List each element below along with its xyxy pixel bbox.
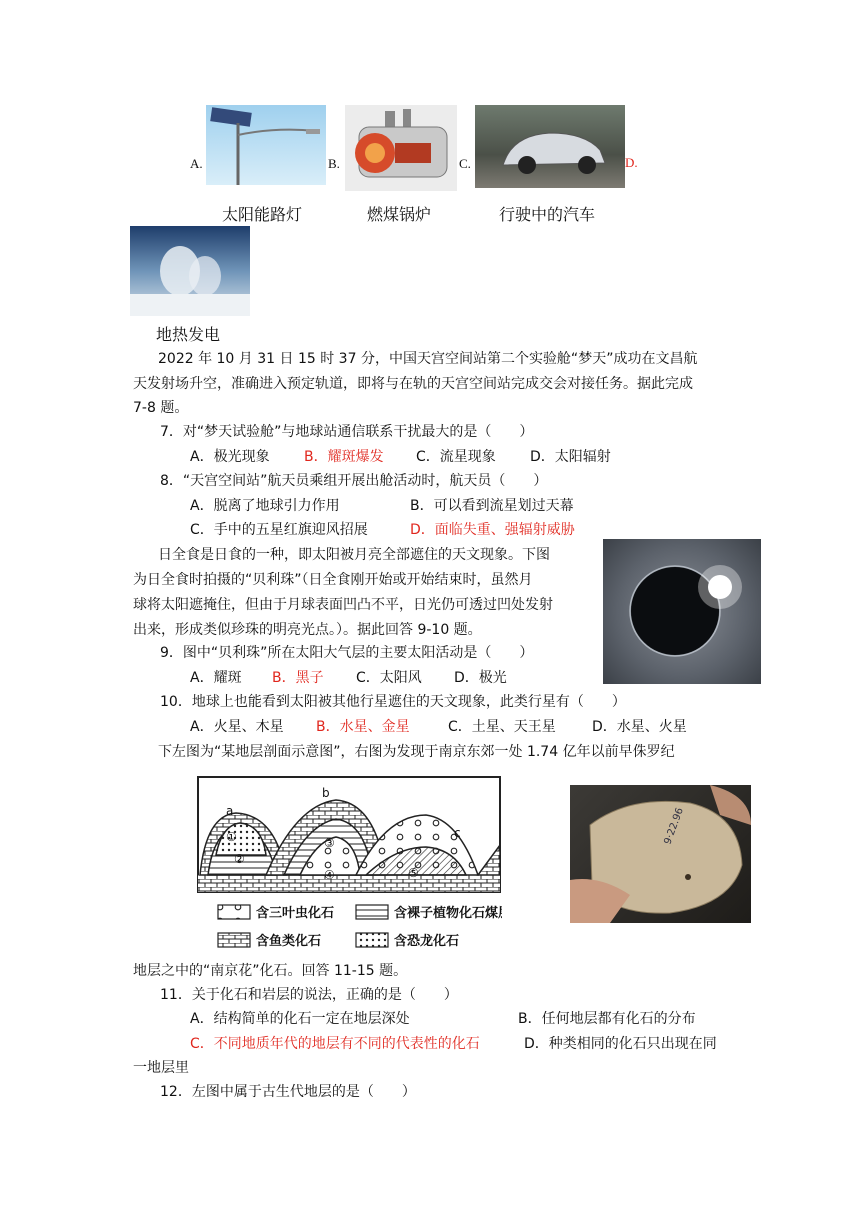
intro1-line3: 7-8 题。: [133, 400, 189, 416]
option-b-label: B.: [328, 156, 340, 171]
option-c-label: C.: [459, 156, 471, 171]
diagram-label-a: a: [226, 804, 234, 818]
q11-option-d-continued: 一地层里: [133, 1060, 189, 1076]
q11-option-d: D．种类相同的化石只出现在同: [524, 1036, 717, 1052]
q8-option-d: D．面临失重、强辐射威胁: [410, 522, 575, 538]
diagram-number-4: ④: [324, 868, 335, 882]
option-a-label: A.: [190, 156, 203, 171]
q7-stem: 7．对“梦天试验舱”与地球站通信联系干扰最大的是（ ）: [160, 424, 534, 440]
moving-car-photo: [475, 105, 625, 188]
legend-fish: 含鱼类化石: [256, 934, 322, 949]
q12-stem: 12．左图中属于古生代地层的是（ ）: [160, 1084, 416, 1100]
q11-option-c: C．不同地质年代的地层有不同的代表性的化石: [190, 1036, 480, 1052]
q10-option-c: C．土星、天王星: [448, 719, 556, 735]
diagram-label-b: b: [322, 786, 330, 800]
caption-coal-boiler: 燃煤锅炉: [367, 205, 432, 224]
q7-option-d: D．太阳辐射: [530, 449, 611, 465]
q7-option-b: B．耀斑爆发: [304, 449, 384, 465]
q9-option-c: C．太阳风: [356, 670, 422, 686]
caption-solar-streetlight: 太阳能路灯: [222, 205, 303, 224]
strata-cross-section-diagram: [196, 775, 502, 960]
q7-option-c: C．流星现象: [416, 449, 496, 465]
q11-stem: 11．关于化石和岩层的说法，正确的是（ ）: [160, 987, 458, 1003]
q10-option-a: A．火星、木星: [190, 719, 284, 735]
q11-option-b: B．任何地层都有化石的分布: [518, 1011, 696, 1027]
diagram-number-5: ⑤: [408, 866, 419, 880]
q9-option-a: A．耀斑: [190, 670, 242, 686]
diagram-label-c: c: [454, 826, 461, 840]
q10-option-d: D．水星、火星: [592, 719, 687, 735]
intro2-line4: 出来，形成类似珍珠的明亮光点。）。据此回答 9-10 题。: [133, 622, 482, 638]
intro2-line2: 为日全食时拍摄的“贝利珠”（日全食刚开始或开始结束时，虽然月: [133, 572, 533, 588]
intro1-line2: 天发射场升空，准确进入预定轨道，即将与在轨的天宫空间站完成交会对接任务。据此完成: [133, 376, 693, 392]
q8-option-c: C．手中的五星红旗迎风招展: [190, 522, 368, 538]
q9-option-d: D．极光: [454, 670, 507, 686]
legend-gymnosperm-coal: 含裸子植物化石煤层: [394, 906, 502, 921]
intro1-line1: 2022 年 10 月 31 日 15 时 37 分，中国天宫空间站第二个实验舱“梦天”成功在文昌航: [158, 351, 698, 367]
q9-option-b: B．黑子: [272, 670, 324, 686]
legend-trilobite: 含三叶虫化石: [256, 906, 335, 921]
nanjing-flower-fossil-photo: [570, 785, 751, 923]
diagram-number-2: ②: [234, 852, 245, 866]
q8-option-a: A．脱离了地球引力作用: [190, 498, 340, 514]
option-d-label: D.: [625, 155, 638, 170]
q7-option-a: A．极光现象: [190, 449, 270, 465]
intro3-line1: 下左图为“某地层剖面示意图”，右图为发现于南京东郊一处 1.74 亿年以前早侏罗纪: [158, 744, 675, 760]
svg-text:9·22.96: 9·22.96: [662, 806, 686, 847]
q9-stem: 9．图中“贝利珠”所在太阳大气层的主要太阳活动是（ ）: [160, 645, 534, 661]
geothermal-power-photo: [130, 226, 250, 316]
solar-streetlight-photo: [206, 105, 326, 185]
caption-moving-car: 行驶中的汽车: [499, 205, 596, 224]
legend-dinosaur: 含恐龙化石: [394, 934, 460, 949]
diagram-number-1: ①: [226, 830, 237, 844]
q10-option-b: B．水星、金星: [316, 719, 410, 735]
coal-boiler-photo: [345, 105, 457, 191]
intro2-line3: 球将太阳遮掩住，但由于月球表面凹凸不平，日光仍可透过凹处发射: [133, 597, 553, 613]
diagram-number-3: ③: [324, 836, 335, 850]
q10-stem: 10．地球上也能看到太阳被其他行星遮住的天文现象，此类行星有（ ）: [160, 694, 626, 710]
intro2-line1: 日全食是日食的一种，即太阳被月亮全部遮住的天文现象。下图: [158, 547, 550, 563]
q11-option-a: A．结构简单的化石一定在地层深处: [190, 1011, 410, 1027]
q8-stem: 8．“天宫空间站”航天员乘组开展出舱活动时，航天员（ ）: [160, 473, 548, 489]
caption-geothermal: 地热发电: [156, 325, 221, 344]
intro3-line2: 地层之中的“南京花”化石。回答 11-15 题。: [133, 963, 408, 979]
q8-option-b: B．可以看到流星划过天幕: [410, 498, 574, 514]
baily-beads-eclipse-photo: [603, 539, 761, 684]
